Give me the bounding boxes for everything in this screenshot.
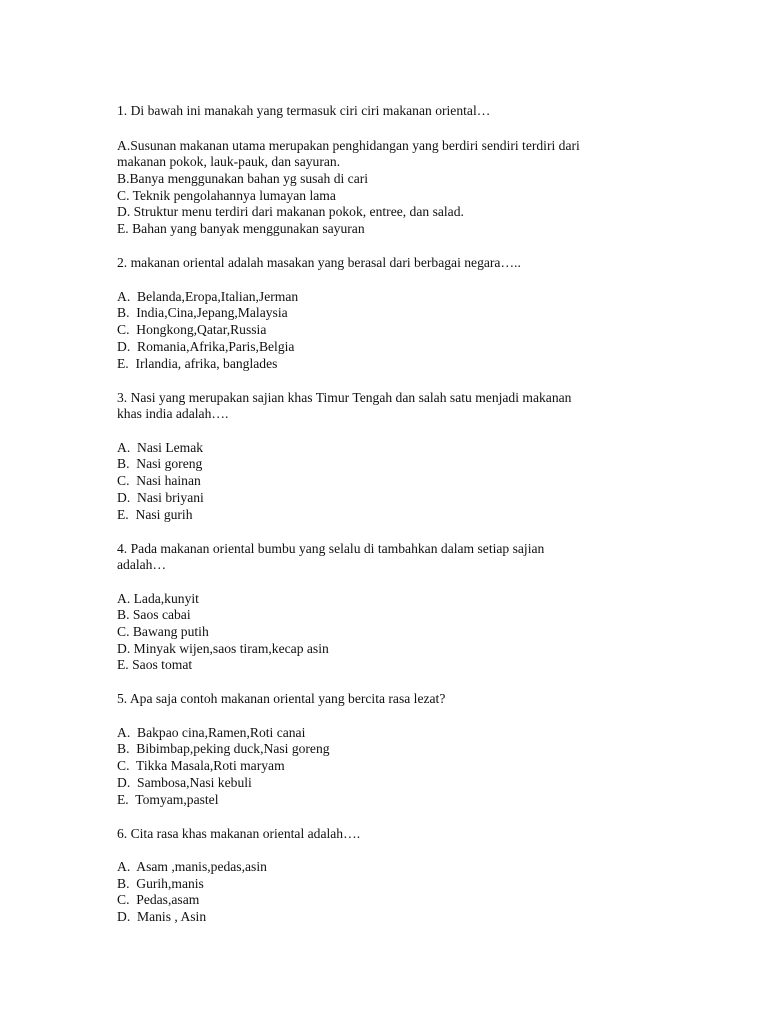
question-5-option-d: D. Sambosa,Nasi kebuli	[117, 775, 252, 790]
question-6-option-a: A. Asam ,manis,pedas,asin	[117, 859, 267, 874]
question-2-text: 2. makanan oriental adalah masakan yang berasal dari berbagai negara…..	[117, 255, 521, 270]
question-1-option-a-continued: makanan pokok, lauk-pauk, dan sayuran.	[117, 154, 341, 169]
question-4-option-d: D. Minyak wijen,saos tiram,kecap asin	[117, 641, 329, 656]
question-1-option-d: D. Struktur menu terdiri dari makanan pokok, entree, dan salad.	[117, 204, 464, 219]
question-1-option-c: C. Teknik pengolahannya lumayan lama	[117, 188, 336, 203]
question-2-option-e: E. Irlandia, afrika, banglades	[117, 356, 278, 371]
question-3-option-e: E. Nasi gurih	[117, 507, 193, 522]
question-2-option-a: A. Belanda,Eropa,Italian,Jerman	[117, 289, 299, 304]
question-6-option-d: D. Manis , Asin	[117, 909, 207, 924]
question-6-text: 6. Cita rasa khas makanan oriental adalah….	[117, 826, 361, 841]
question-2-option-c: C. Hongkong,Qatar,Russia	[117, 322, 267, 337]
question-6-option-b: B. Gurih,manis	[117, 876, 204, 891]
question-4-option-e: E. Saos tomat	[117, 657, 193, 672]
question-1-option-e: E. Bahan yang banyak menggunakan sayuran	[117, 221, 365, 236]
question-3-text: 3. Nasi yang merupakan sajian khas Timur Tengah dan salah satu menjadi makanan	[117, 390, 572, 405]
question-3-option-b: B. Nasi goreng	[117, 456, 203, 471]
question-3-option-d: D. Nasi briyani	[117, 490, 204, 505]
question-2-option-b: B. India,Cina,Jepang,Malaysia	[117, 305, 288, 320]
question-4-text-continued: adalah…	[117, 557, 167, 572]
question-4-option-b: B. Saos cabai	[117, 607, 191, 622]
question-3-option-a: A. Nasi Lemak	[117, 440, 204, 455]
question-6-option-c: C. Pedas,asam	[117, 892, 200, 907]
question-1-option-b: B.Banya menggunakan bahan yg susah di cari	[117, 171, 369, 186]
question-3-text-continued: khas india adalah….	[117, 406, 229, 421]
question-4-text: 4. Pada makanan oriental bumbu yang selalu di tambahkan dalam setiap sajian	[117, 541, 545, 556]
question-3-option-c: C. Nasi hainan	[117, 473, 201, 488]
question-5-option-c: C. Tikka Masala,Roti maryam	[117, 758, 285, 773]
question-4-option-c: C. Bawang putih	[117, 624, 209, 639]
question-5-option-b: B. Bibimbap,peking duck,Nasi goreng	[117, 741, 330, 756]
question-1-text: 1. Di bawah ini manakah yang termasuk ciri ciri makanan oriental…	[117, 103, 491, 118]
question-5-option-a: A. Bakpao cina,Ramen,Roti canai	[117, 725, 306, 740]
question-2-option-d: D. Romania,Afrika,Paris,Belgia	[117, 339, 295, 354]
question-1-option-a: A.Susunan makanan utama merupakan penghidangan yang berdiri sendiri terdiri dari	[117, 138, 580, 153]
question-5-text: 5. Apa saja contoh makanan oriental yang bercita rasa lezat?	[117, 691, 446, 706]
question-4-option-a: A. Lada,kunyit	[117, 591, 199, 606]
question-5-option-e: E. Tomyam,pastel	[117, 792, 219, 807]
